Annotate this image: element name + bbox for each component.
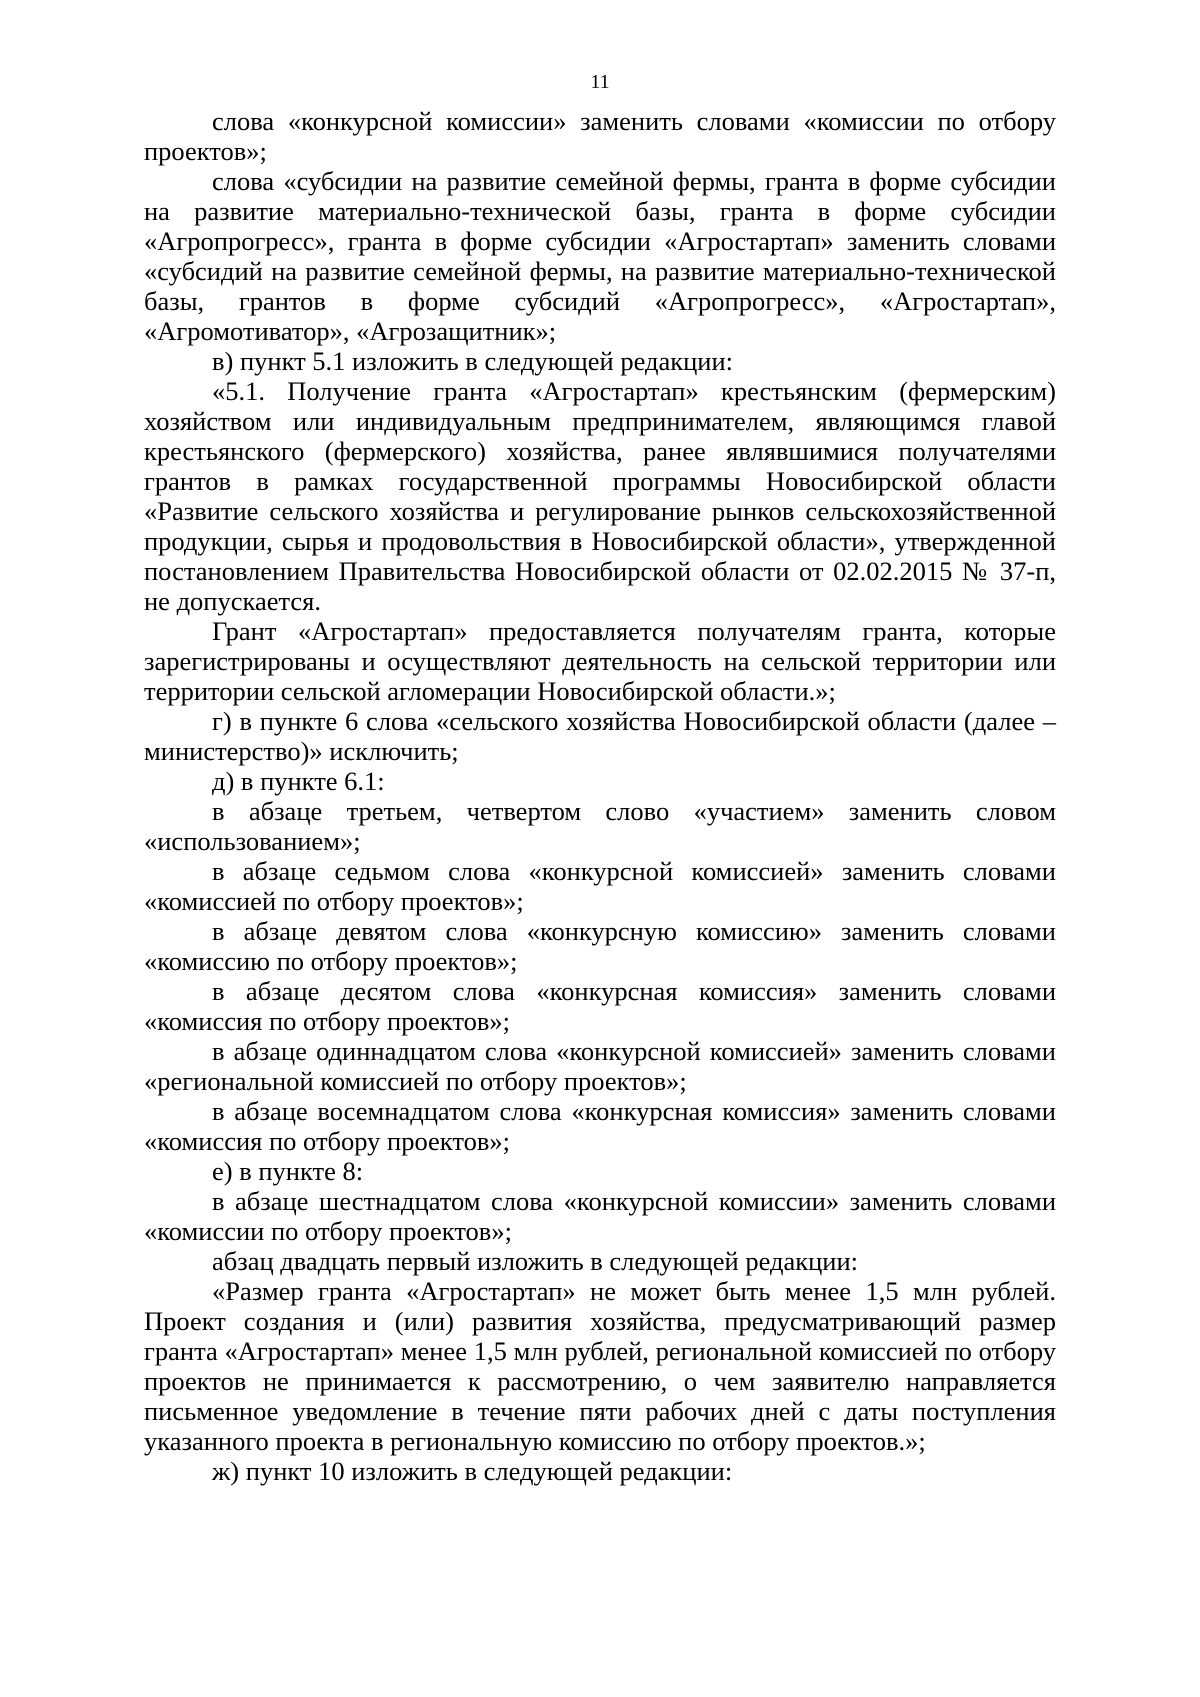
page-number: 11 [590,71,610,93]
paragraph: слова «конкурсной комиссии» заменить словами «комиссии по отбору проектов»; [144,106,1056,166]
paragraph: в абзаце восемнадцатом слова «конкурсная комиссия» заменить словами «комиссия по отбору проектов»; [144,1096,1056,1156]
paragraph: слова «субсидии на развитие семейной фермы, гранта в форме субсидии на развитие материально-технической базы, гранта в форме субсидии «Агропрогресс», гранта в форме субсидии «Агростартап» заменить словами «субсидий на развитие семейной фермы, на развитие материально-технической базы, грантов в форме субсидий «Агропрогресс», «Агростартап», «Агромотиватор», «Агрозащитник»; [144,166,1056,346]
paragraph: в абзаце третьем, четвертом слово «участием» заменить словом «использованием»; [144,796,1056,856]
paragraph: в абзаце одиннадцатом слова «конкурсной комиссией» заменить словами «региональной комиссией по отбору проектов»; [144,1036,1056,1096]
paragraph: Грант «Агростартап» предоставляется получателям гранта, которые зарегистрированы и осуществляют деятельность на сельской территории или территории сельской агломерации Новосибирской области.»; [144,616,1056,706]
paragraph: абзац двадцать первый изложить в следующей редакции: [212,1246,859,1276]
paragraph: г) в пункте 6 слова «сельского хозяйства Новосибирской области (далее – министерство)» исключить; [144,706,1056,766]
paragraph: «Размер гранта «Агростартап» не может быть менее 1,5 млн рублей. Проект создания и (или) развития хозяйства, предусматривающий размер гранта «Агростартап» менее 1,5 млн рублей, региональной комиссией по отбору проектов не принимается к рассмотрению, о чем заявителю направляется письменное уведомление в течение пяти рабочих дней с даты поступления указанного проекта в региональную комиссию по отбору проектов.»; [144,1276,1056,1456]
paragraph: д) в пункте 6.1: [212,766,385,796]
paragraph: в абзаце шестнадцатом слова «конкурсной комиссии» заменить словами «комиссии по отбору проектов»; [144,1186,1056,1246]
paragraph: е) в пункте 8: [212,1156,364,1186]
document-body [144,106,1056,1486]
paragraph: «5.1. Получение гранта «Агростартап» крестьянским (фермерским) хозяйством или индивидуальным предпринимателем, являющимся главой крестьянского (фермерского) хозяйства, ранее являвшимися получателями грантов в рамках государственной программы Новосибирской области «Развитие сельского хозяйства и регулирование рынков сельскохозяйственной продукции, сырья и продовольствия в Новосибирской области», утвержденной постановлением Правительства Новосибирской области от 02.02.2015 № 37-п, не допускается. [144,376,1056,616]
paragraph: ж) пункт 10 изложить в следующей редакции: [212,1456,733,1486]
paragraph: в абзаце десятом слова «конкурсная комиссия» заменить словами «комиссия по отбору проектов»; [144,976,1056,1036]
paragraph: в абзаце девятом слова «конкурсную комиссию» заменить словами «комиссию по отбору проектов»; [144,916,1056,976]
paragraph: в абзаце седьмом слова «конкурсной комиссией» заменить словами «комиссией по отбору проектов»; [144,856,1056,916]
paragraph: в) пункт 5.1 изложить в следующей редакции: [212,346,734,376]
